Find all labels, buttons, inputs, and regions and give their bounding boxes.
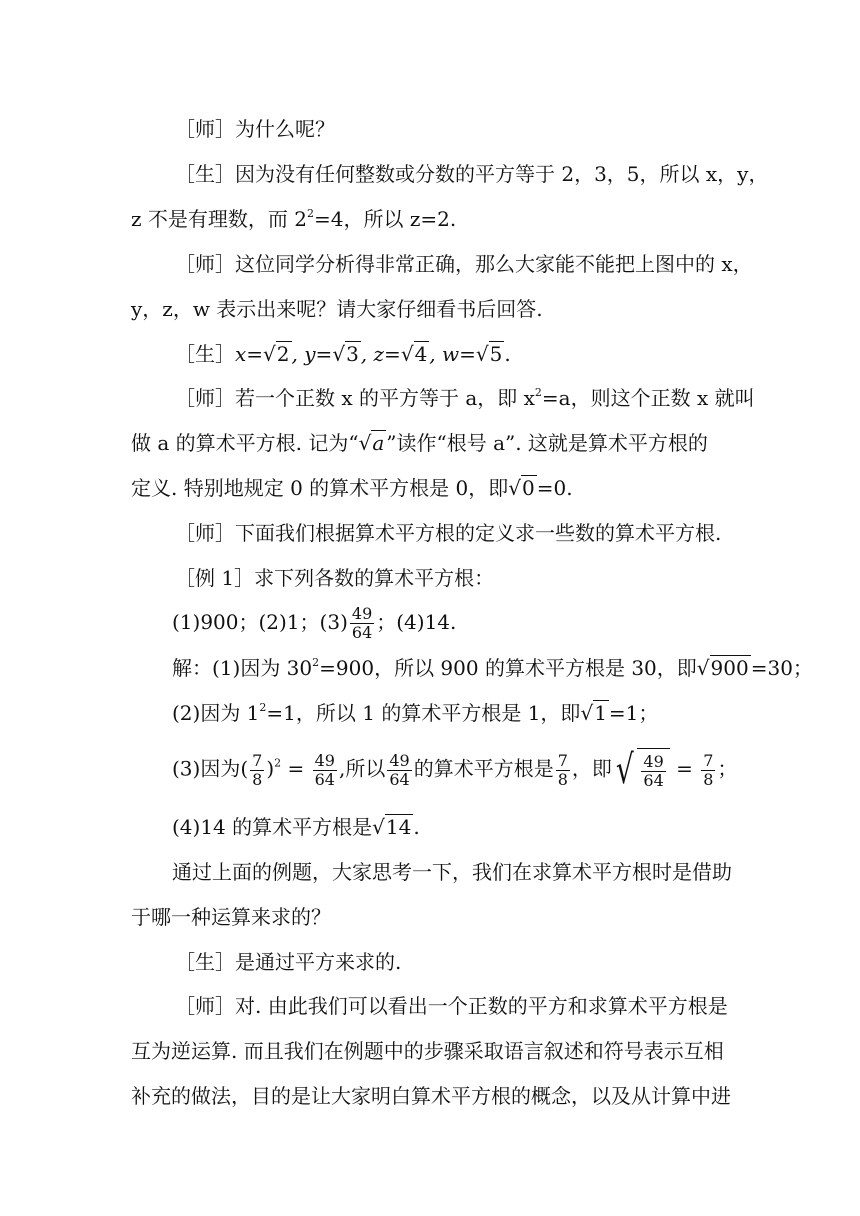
fraction: $\frac{49}{64}$ [314,750,335,789]
radical: √1 [580,701,607,725]
text-line: 补充的做法，目的是让大家明白算术平方根的概念，以及从计算中进 [131,1084,731,1108]
text-line: ［师］对. 由此我们可以看出一个正数的平方和求算术平方根是 [175,994,728,1018]
text-line: ［师］这位同学分析得非常正确，那么大家能不能把上图中的 x， [175,252,753,276]
text-line: y，z，w 表示出来呢？请大家仔细看书后回答. [131,297,543,321]
text-line: (3)因为( $\frac{7}{8}$ )$^2$ = $\frac{49}{64}$ ,所以 $\frac{49}{64}$ 的算术平方根是 $\frac{7}{8}$ ，即 √ $\frac{49}{64}$ = $\frac{7}{8}$ ； [172,747,738,793]
radical: √0 [508,476,535,500]
fraction: $\frac{49}{64}$ [389,750,410,789]
text-line: 于哪一种运算来求的？ [131,905,331,929]
text-line: z 不是有理数，而 $2^2=4$，所以 z=2. [131,207,457,231]
text-line: (4)14 的算术平方根是√14 . [172,815,420,839]
fraction: $\frac{49}{64}$ [643,752,664,790]
radical: √14 [372,815,412,839]
text-line: ［生］x=√2 , y=√3 , z=√4 , w=√5 . [175,342,511,366]
text-line: 做 a 的算术平方根. 记为“√a ”读作“根号 a”. 这就是算术平方根的 [131,431,708,455]
fraction: $\frac{7}{8}$ [703,750,714,789]
radical: √4 [400,342,428,366]
text-line: ［师］若一个正数 x 的平方等于 a，即 $x^2=a$，则这个正数 x 就叫 [175,386,755,410]
text-line: 定义. 特别地规定 0 的算术平方根是 0，即√0 =0. [131,476,573,500]
text-line: 通过上面的例题，大家思考一下，我们在求算术平方根时是借助 [172,860,732,884]
text-line: ［生］因为没有任何整数或分数的平方等于 2，3，5，所以 x，y， [175,162,769,186]
radical: √5 [475,342,503,366]
text-line: ［生］是通过平方来求的. [175,950,402,974]
fraction: $\frac{49}{64}$ [351,604,373,642]
fraction: $\frac{7}{8}$ [252,750,263,789]
radical: √900 [696,656,749,680]
radical: √3 [332,342,359,366]
text-line: (2)因为 $1^2=1$，所以 1 的算术平方根是 1，即√1 =1； [172,701,659,725]
radical: √ $\frac{49}{64}$ [612,748,670,792]
text-line: ［师］下面我们根据算术平方根的定义求一些数的算术平方根. [175,521,722,545]
fraction: $\frac{7}{8}$ [557,750,568,789]
text-line: 解：(1)因为 $30^2=900$，所以 900 的算术平方根是 30，即√900 =30； [172,656,813,680]
text-line: 互为逆运算. 而且我们在例题中的步骤采取语言叙述和符号表示互相 [131,1039,724,1063]
radical: √a [358,431,385,455]
text-line: (1)900；(2)1；(3) $\frac{49}{64}$ ；(4)14. [172,604,457,642]
radical: √2 [263,342,290,366]
text-line: ［师］为什么呢？ [175,117,335,141]
text-line: ［例 1］求下列各数的算术平方根： [175,566,495,590]
